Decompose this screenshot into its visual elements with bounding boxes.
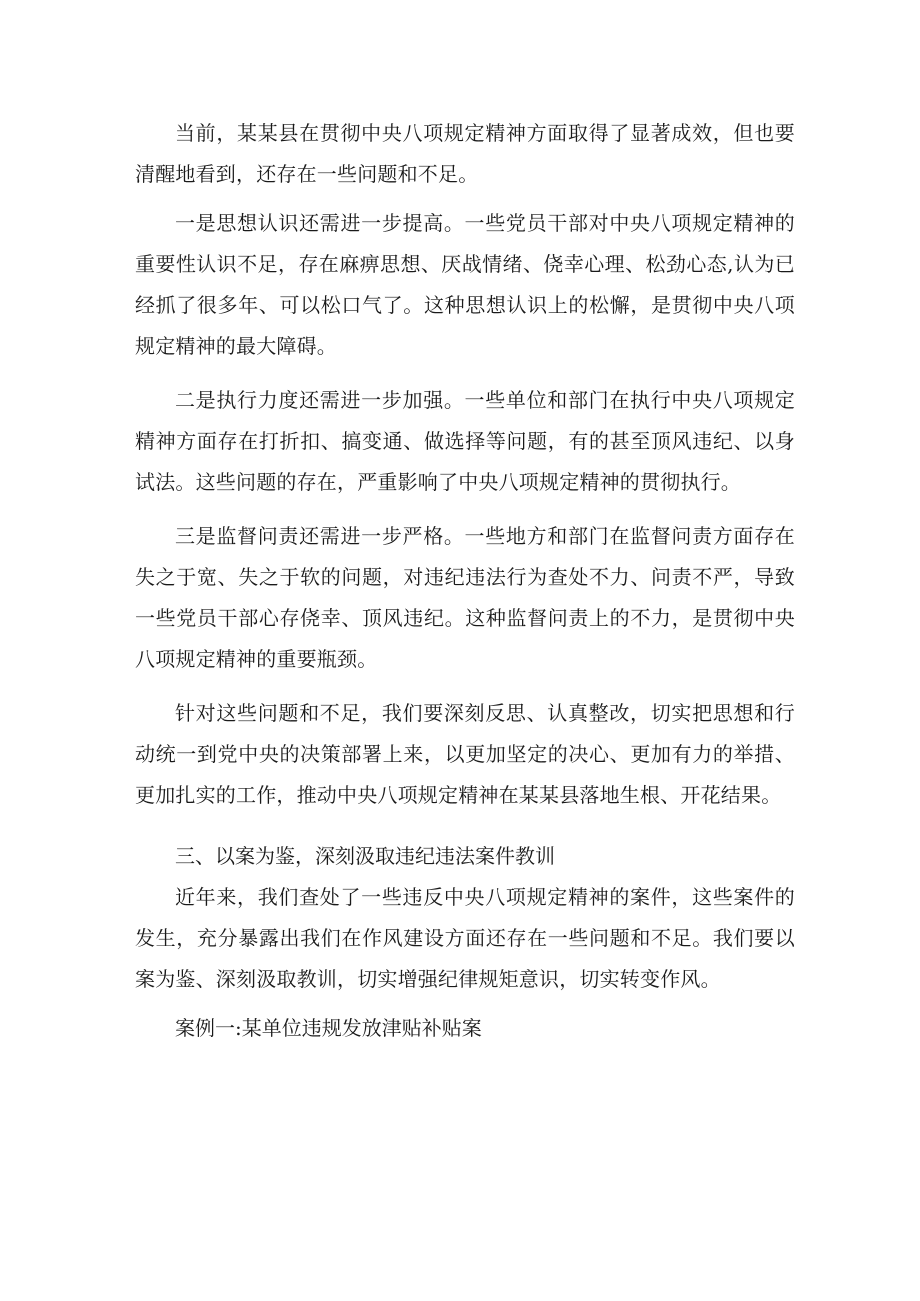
paragraph-intro: 当前，某某县在贯彻中央八项规定精神方面取得了显著成效，但也要清醒地看到，还存在一些问题和不足。 bbox=[135, 121, 795, 186]
section-heading: 三、以案为鉴，深刻汲取违纪违法案件教训 bbox=[175, 844, 555, 868]
paragraph-rectification: 针对这些问题和不足，我们要深刻反思、认真整改，切实把思想和行动统一到党中央的决策部署上来，以更加坚定的决心、更加有力的举措、更加扎实的工作，推动中央八项规定精神在某某县落地生根、开花结果。 bbox=[135, 701, 795, 807]
case-heading: 案例一:某单位违规发放津贴补贴案 bbox=[175, 1016, 482, 1040]
paragraph-section-intro: 近年来，我们查处了一些违反中央八项规定精神的案件，这些案件的发生，充分暴露出我们在作风建设方面还存在一些问题和不足。我们要以案为鉴、深刻汲取教训，切实增强纪律规矩意识，切实转变作风。 bbox=[135, 885, 795, 991]
paragraph-issue-execution: 二是执行力度还需进一步加强。一些单位和部门在执行中央八项规定精神方面存在打折扣、搞变通、做选择等问题，有的甚至顶风违纪、以身试法。这些问题的存在，严重影响了中央八项规定精神的贯彻执行。 bbox=[135, 388, 795, 494]
paragraph-issue-thinking: 一是思想认识还需进一步提高。一些党员干部对中央八项规定精神的重要性认识不足，存在麻痹思想、厌战情绪、侥幸心理、松劲心态,认为已经抓了很多年、可以松口气了。这种思想认识上的松懈，是贯彻中央八项规定精神的最大障碍。 bbox=[135, 211, 795, 358]
document-body bbox=[135, 113, 795, 1049]
paragraph-issue-supervision: 三是监督问责还需进一步严格。一些地方和部门在监督问责方面存在失之于宽、失之于软的问题，对违纪违法行为查处不力、问责不严，导致一些党员干部心存侥幸、顶风违纪。这种监督问责上的不力，是贯彻中央八项规定精神的重要瓶颈。 bbox=[135, 524, 795, 671]
